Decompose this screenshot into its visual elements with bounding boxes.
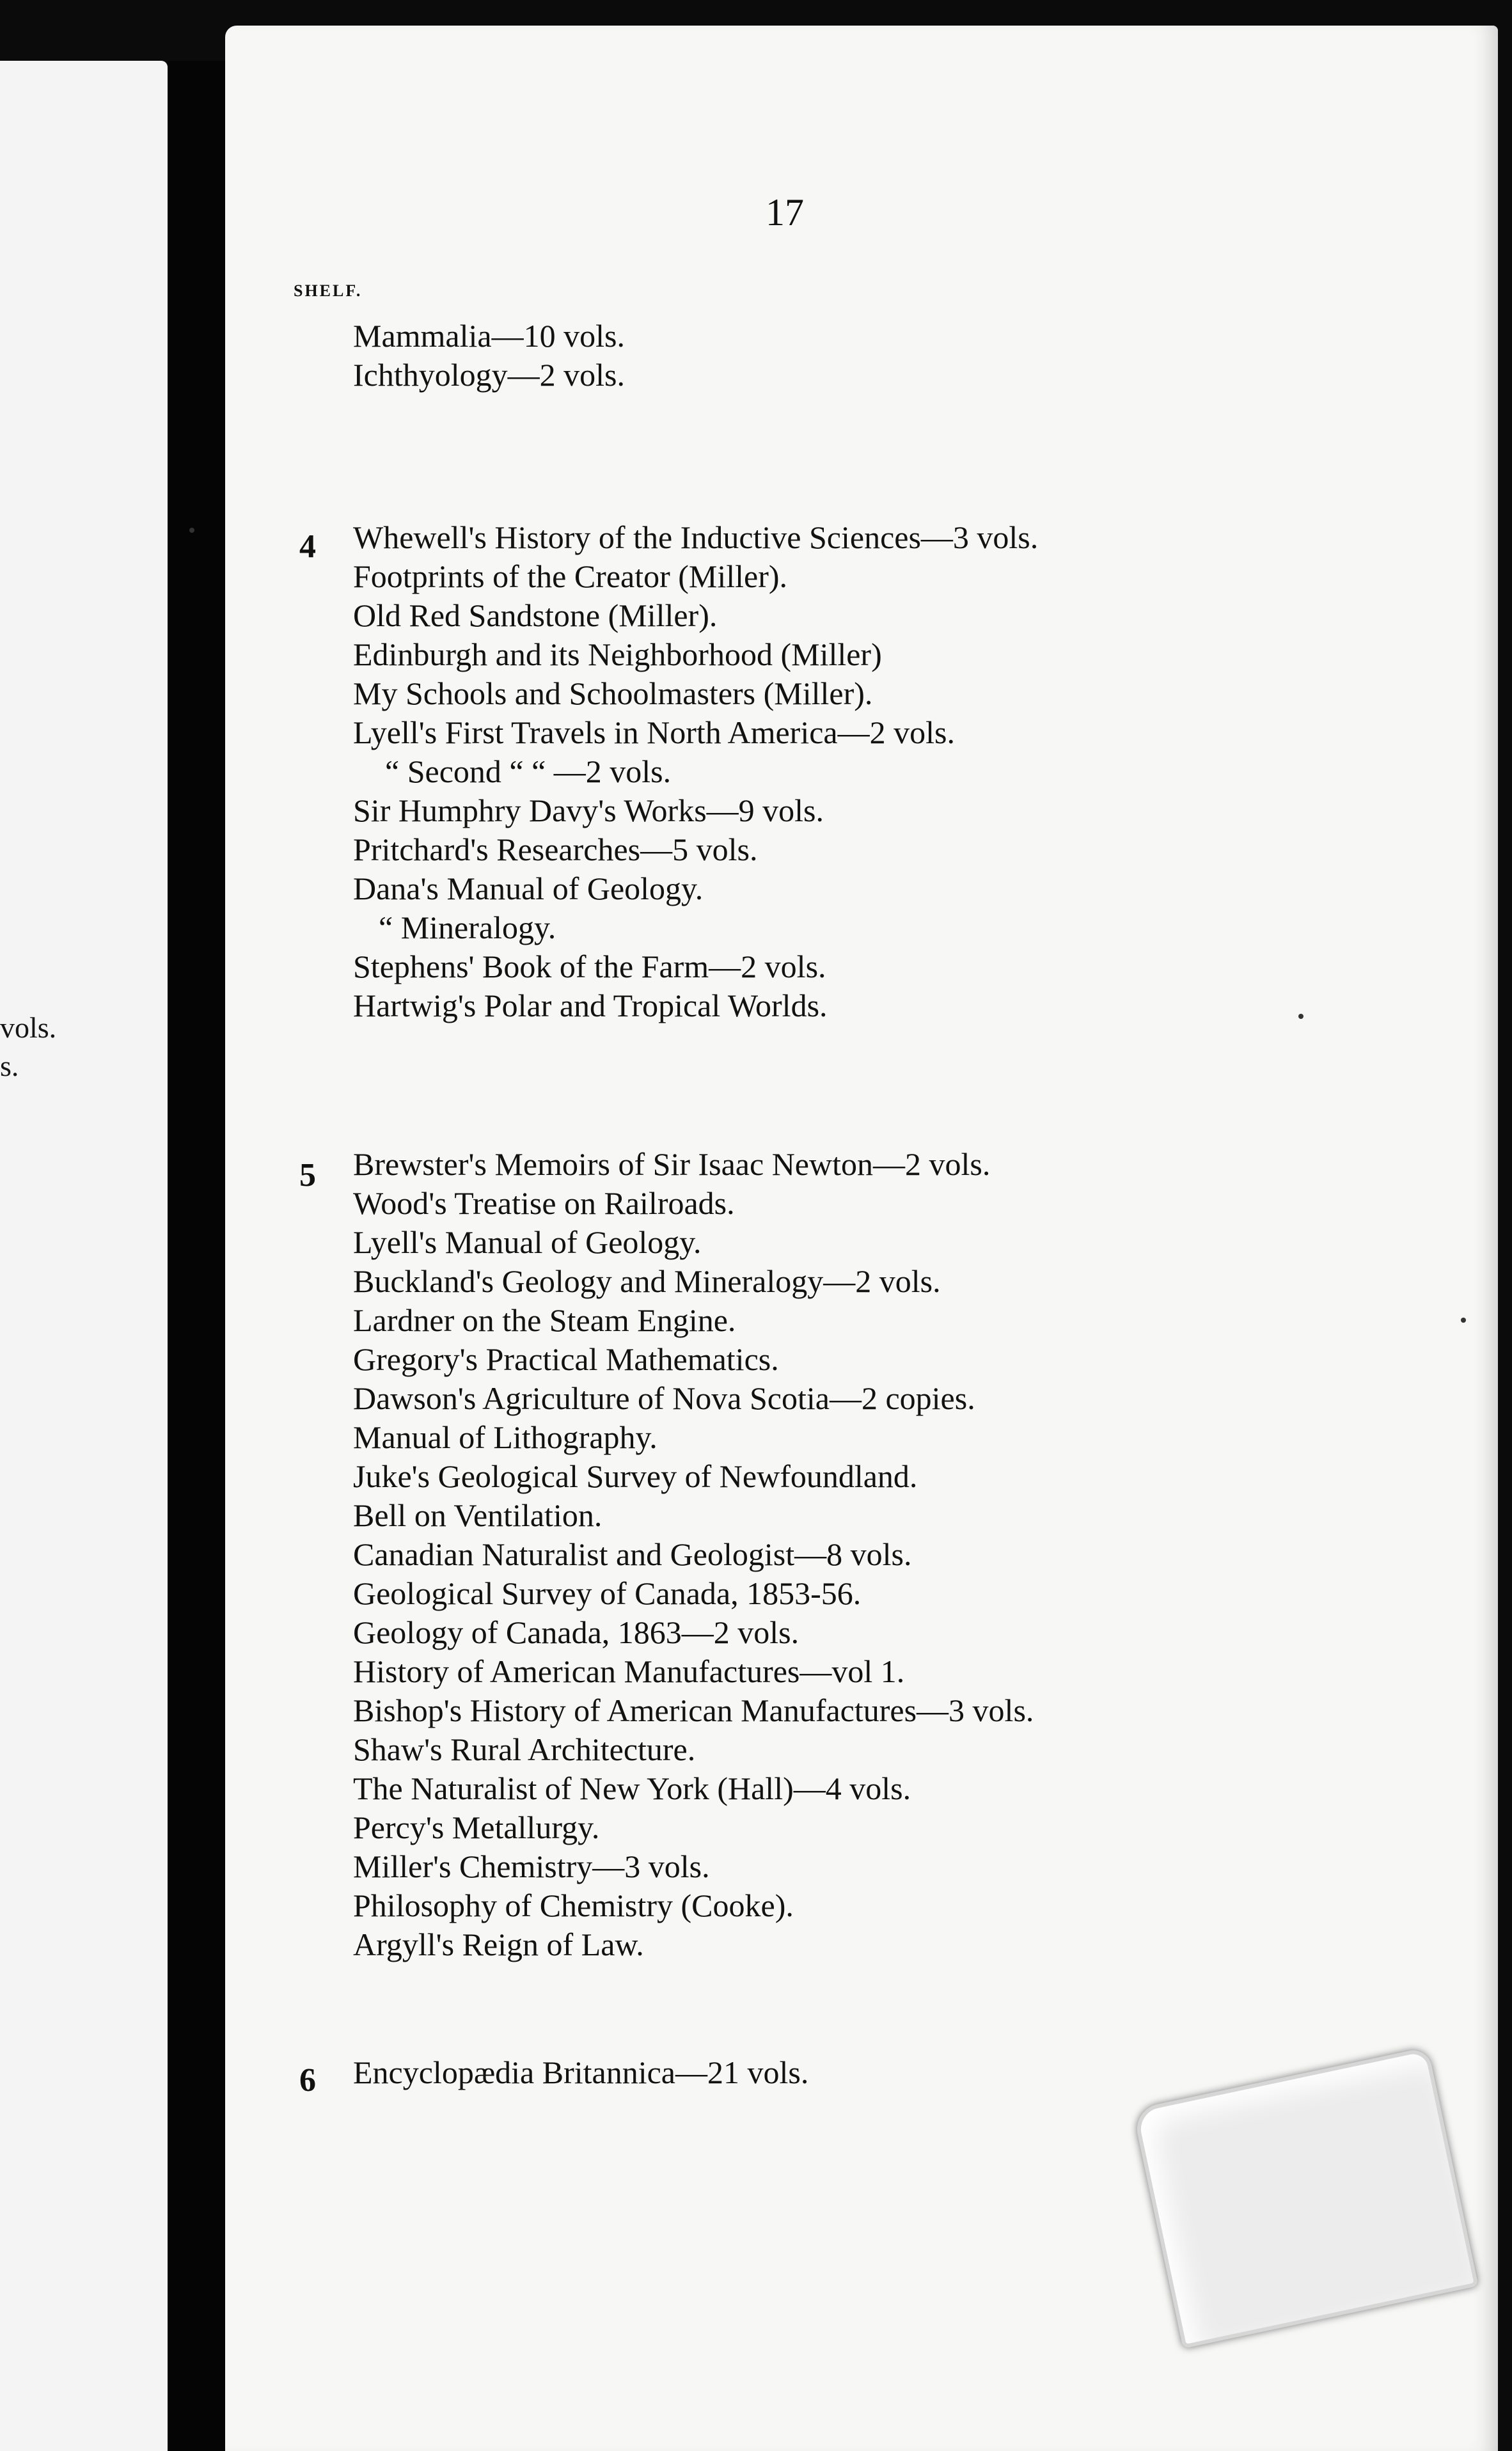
catalog-entry: Philosophy of Chemistry (Cooke). [353,1888,794,1923]
catalog-entry: “ Second “ “ —2 vols. [385,753,672,789]
catalog-entry: Encyclopædia Britannica—21 vols. [353,2054,809,2090]
catalog-entry: Sir Humphry Davy's Works—9 vols. [353,792,824,828]
shelf-5-list [353,1145,1034,1964]
catalog-entry: Pritchard's Researches—5 vols. [353,831,758,867]
page-number: 17 [766,191,804,233]
shelf-number: 5 [299,1157,316,1194]
shelf-4-list [353,518,1038,1025]
catalog-entry: Bishop's History of American Manufactures—3 vols. [353,1692,1034,1728]
catalog-entry: “ Mineralogy. [379,910,556,945]
catalog-entry: Gregory's Practical Mathematics. [353,1341,779,1377]
catalog-entry: Manual of Lithography. [353,1419,658,1455]
catalog-entry: Juke's Geological Survey of Newfoundland. [353,1458,918,1494]
paper-speck [189,528,194,533]
facing-page-fragment: s. [0,1050,19,1082]
catalog-entry: Lardner on the Steam Engine. [353,1302,736,1338]
catalog-entry: Lyell's First Travels in North America—2 vols. [353,714,955,750]
catalog-entry: Argyll's Reign of Law. [353,1927,644,1962]
paper-speck [1461,1318,1466,1323]
catalog-entry: Buckland's Geology and Mineralogy—2 vols. [353,1263,941,1299]
paper-speck [1298,1014,1303,1019]
catalog-entry: Dawson's Agriculture of Nova Scotia—2 copies. [353,1380,975,1416]
book-gutter [168,61,225,2451]
catalog-entry: Miller's Chemistry—3 vols. [353,1848,710,1884]
shelf-number: 4 [299,528,316,565]
catalog-entry: History of American Manufactures—vol 1. [353,1653,905,1689]
catalog-entry: Lyell's Manual of Geology. [353,1224,702,1260]
shelf-list-continued [353,317,625,395]
catalog-entry: Geology of Canada, 1863—2 vols. [353,1614,799,1650]
catalog-entry: Whewell's History of the Inductive Sciences—3 vols. [353,519,1039,555]
catalog-entry: Canadian Naturalist and Geologist—8 vols. [353,1536,912,1572]
catalog-entry: My Schools and Schoolmasters (Miller). [353,675,873,711]
catalog-entry: Footprints of the Creator (Miller). [353,558,788,594]
catalog-entry: Bell on Ventilation. [353,1497,602,1533]
catalog-entry: Brewster's Memoirs of Sir Isaac Newton—2 vols. [353,1146,991,1182]
catalog-entry: Dana's Manual of Geology. [353,871,704,906]
shelf-6-list [353,2053,808,2092]
catalog-entry: Edinburgh and its Neighborhood (Miller) [353,636,882,672]
catalog-entry: Mammalia—10 vols. [353,318,625,354]
catalog-entry: Old Red Sandstone (Miller). [353,597,718,633]
facing-page-edge [0,61,168,2451]
catalog-entry: Stephens' Book of the Farm—2 vols. [353,949,826,984]
catalog-entry: Hartwig's Polar and Tropical Worlds. [353,988,828,1023]
catalog-entry: Percy's Metallurgy. [353,1809,600,1845]
catalog-entry: Shaw's Rural Architecture. [353,1731,696,1767]
facing-page-fragment: vols. [0,1011,57,1044]
catalog-entry: The Naturalist of New York (Hall)—4 vols. [353,1770,911,1806]
catalog-entry: Geological Survey of Canada, 1853-56. [353,1575,862,1611]
catalog-entry: Wood's Treatise on Railroads. [353,1185,735,1221]
shelf-number: 6 [299,2062,316,2099]
shelf-column-header: SHELF. [294,281,363,300]
catalog-entry: Ichthyology—2 vols. [353,357,625,393]
